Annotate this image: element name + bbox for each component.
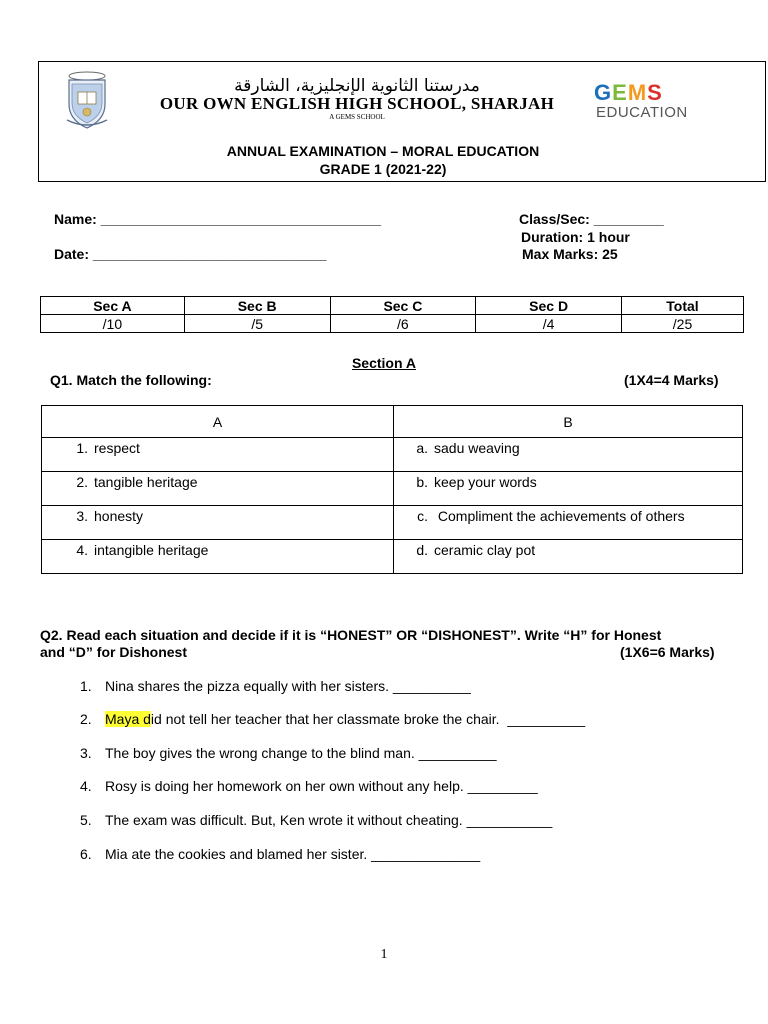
situation-text: id not tell her teacher that her classmate broke the chair. __________ [150,711,586,727]
match-number: 3. [76,508,88,524]
match-letter: a. [416,440,428,456]
marks-header-cell: Sec B [184,297,330,315]
marks-header-row [41,297,744,315]
match-letter: b. [416,474,428,490]
situation-text: The boy gives the wrong change to the blind man. __________ [105,745,497,761]
column-a-header: A [42,406,394,438]
situation-number: 6. [80,846,92,862]
marks-value-cell[interactable]: /5 [184,315,330,333]
school-subtitle: A GEMS SCHOOL [329,113,385,121]
max-marks-label: Max Marks: 25 [522,246,618,262]
section-a-heading: Section A [351,355,417,371]
match-cell-b[interactable] [394,472,743,506]
q1-marks: (1X4=4 Marks) [624,372,719,388]
match-header-row [42,406,743,438]
match-term: intangible heritage [94,542,209,558]
q2-marks: (1X6=6 Marks) [620,644,715,660]
duration-label: Duration: 1 hour [521,229,630,245]
match-number: 1. [76,440,88,456]
situation-item[interactable] [80,745,497,761]
match-cell-a[interactable] [42,540,394,574]
match-cell-a[interactable] [42,438,394,472]
match-row [42,438,743,472]
situation-item[interactable] [80,778,538,794]
gems-education-label: EDUCATION [596,104,688,121]
match-term: tangible heritage [94,474,198,490]
marks-header-cell: Total [622,297,744,315]
gems-education-logo [594,80,709,128]
gems-logo-letter: M [627,80,648,105]
marks-value-cell[interactable]: /4 [476,315,622,333]
match-number: 2. [76,474,88,490]
marks-value-cell[interactable]: /6 [330,315,476,333]
q2-instruction-line1: Q2. Read each situation and decide if it is “HONEST” OR “DISHONEST”. Write “H” for Honest [40,627,662,643]
date-field[interactable]: Date: ______________________________ [54,246,327,262]
exam-title: ANNUAL EXAMINATION – MORAL EDUCATION [226,143,540,159]
q2-instruction-line2: and “D” for Dishonest [40,644,188,660]
situation-number: 3. [80,745,92,761]
situation-item[interactable] [80,678,471,694]
marks-value-cell[interactable]: /10 [41,315,185,333]
match-number: 4. [76,542,88,558]
column-b-header: B [394,406,743,438]
situation-number: 2. [80,711,92,727]
match-row [42,472,743,506]
school-name: OUR OWN ENGLISH HIGH SCHOOL, SHARJAH [159,94,555,113]
match-term: respect [94,440,140,456]
match-letter: c. [417,508,428,524]
match-option: sadu weaving [434,440,520,456]
match-option: Compliment the achievements of others [434,508,685,524]
marks-header-cell: Sec D [476,297,622,315]
situation-text: Mia ate the cookies and blamed her sister. ______________ [105,846,481,862]
match-term: honesty [94,508,144,524]
situation-number: 4. [80,778,92,794]
situation-number: 1. [80,678,92,694]
marks-summary-table [40,296,744,333]
exam-grade: GRADE 1 (2021-22) [319,161,447,177]
match-row [42,540,743,574]
arabic-school-name: مدرستنا الثانوية الإنجليزية، الشارقة [234,76,480,96]
highlighted-text: Maya d [105,711,151,727]
match-table [41,405,743,574]
situation-text: Rosy is doing her homework on her own without any help. _________ [105,778,538,794]
match-cell-a[interactable] [42,472,394,506]
match-letter: d. [416,542,428,558]
gems-logo-letters [594,80,663,106]
header-box [38,61,766,182]
situation-item[interactable] [80,812,552,828]
marks-value-cell[interactable]: /25 [622,315,744,333]
name-field[interactable]: Name: ____________________________________ [54,211,381,227]
match-option: keep your words [434,474,537,490]
page-number: 1 [380,947,388,962]
match-cell-a[interactable] [42,506,394,540]
match-cell-b[interactable] [394,506,743,540]
situation-item[interactable] [80,846,480,862]
marks-header-cell: Sec A [41,297,185,315]
match-row [42,506,743,540]
marks-value-row [41,315,744,333]
situation-text: The exam was difficult. But, Ken wrote it without cheating. ___________ [105,812,553,828]
gems-logo-letter: S [647,80,663,105]
gems-logo-letter: G [594,80,613,105]
situation-text: Nina shares the pizza equally with her sisters. __________ [105,678,471,694]
school-crest-icon [62,70,112,130]
match-option: ceramic clay pot [434,542,536,558]
class-sec-field[interactable]: Class/Sec: _________ [519,211,664,227]
match-cell-b[interactable] [394,438,743,472]
match-cell-b[interactable] [394,540,743,574]
situation-item[interactable] [80,711,585,727]
marks-header-cell: Sec C [330,297,476,315]
situation-number: 5. [80,812,92,828]
gems-logo-letter: E [612,80,628,105]
q1-label: Q1. Match the following: [50,372,212,388]
